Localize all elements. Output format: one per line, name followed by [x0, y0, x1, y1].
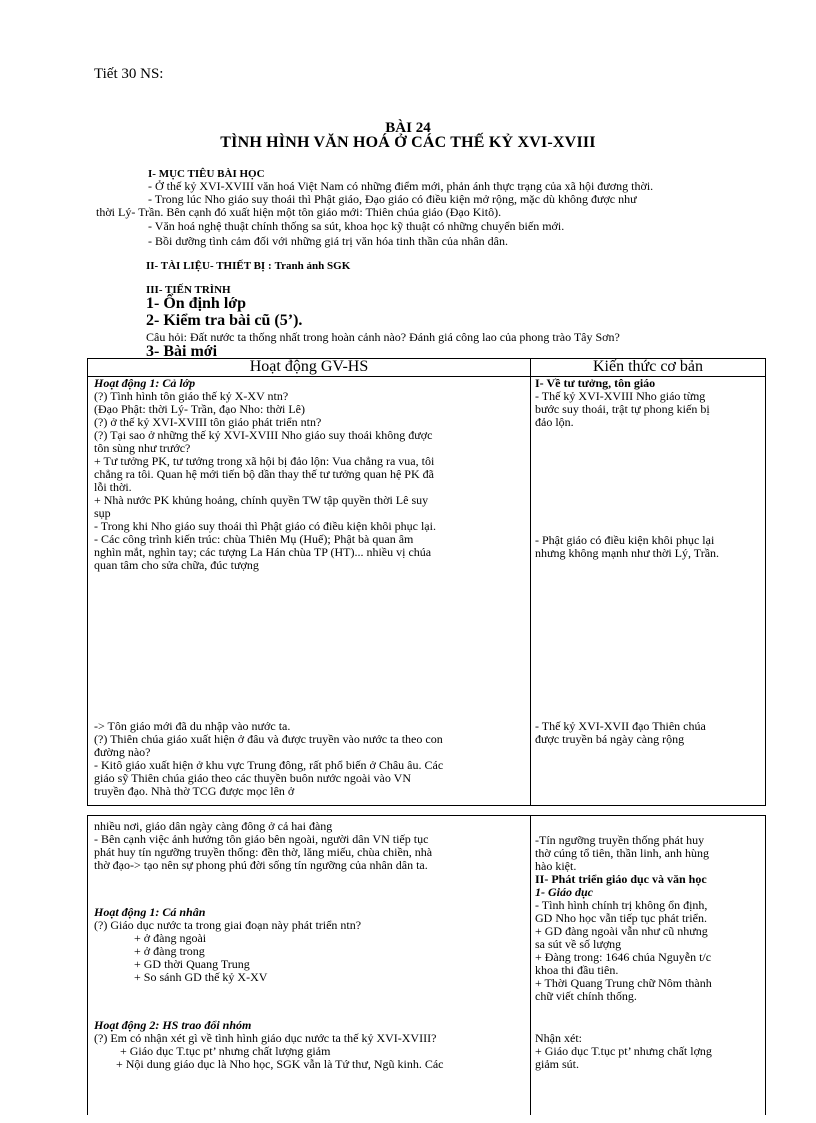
text-line: nghìn mắt, nghìn tay; các tượng La Hán chùa TP (HT)... nhiều vị chúa: [94, 545, 432, 559]
text-line: -Tín ngưỡng truyền thống phát huy: [535, 833, 705, 847]
activities-cell-2: [94, 720, 526, 798]
review-question: Câu hỏi: Đất nước ta thống nhất trong hoàn cảnh nào? Đánh giá công lao của phong trào Tây Sơn?: [146, 330, 620, 344]
text-line: - Bên cạnh việc ảnh hưởng tôn giáo bên ngoài, người dân VN tiếp tục: [94, 832, 429, 846]
text-line: - Phật giáo có điều kiện khôi phục lại: [535, 533, 715, 547]
text-line: truyền đạo. Nhà thờ TCG được mọc lên ở: [94, 784, 295, 798]
text-line: - Trong khi Nho giáo suy thoái thì Phật giáo có điều kiện khôi phục lại.: [94, 519, 436, 533]
text-line: + Giáo dục T.tục pt’ nhưng chất lượng giảm: [120, 1044, 331, 1058]
column-header-knowledge: Kiến thức cơ bản: [593, 358, 703, 375]
text-line: khoa thi đầu tiên.: [535, 963, 619, 977]
text-line: - Thế kỷ XVI-XVIII Nho giáo từng: [535, 389, 706, 403]
activities-cell-1: [94, 377, 526, 572]
text-line: + Đàng trong: 1646 chúa Nguyễn t/c: [535, 950, 712, 964]
materials-row: [146, 259, 350, 273]
objective-line: - Ở thế kỷ XVI-XVIII văn hoá Việt Nam có những điểm mới, phản ánh thực trạng của xã hội đương thời.: [148, 179, 654, 193]
text-line: thờ cúng tổ tiên, thần linh, anh hùng: [535, 846, 709, 860]
knowledge-cell-3: [535, 720, 763, 746]
activities-cell-4: [94, 906, 526, 984]
text-line: sa sút về số lượng: [535, 937, 622, 951]
text-line: + Nhà nước PK khủng hoảng, chính quyền TW tập quyền thời Lê suy: [94, 493, 429, 507]
objective-line: thời Lý- Trần. Bên cạnh đó xuất hiện một tôn giáo mới: Thiên chúa giáo (Đạo Kitô).: [96, 205, 502, 219]
text-line: (?) Tại sao ở những thế kỷ XVI-XVIII Nho giáo suy thoái không được: [94, 428, 433, 442]
text-line: + GD thời Quang Trung: [134, 957, 250, 971]
text-line: - Thế kỷ XVI-XVII đạo Thiên chúa: [535, 719, 706, 733]
column-header-activities: Hoạt động GV-HS: [249, 358, 369, 375]
text-line: nhưng không mạnh như thời Lý, Trần.: [535, 546, 720, 560]
text-line: chữ viết chính thống.: [535, 989, 637, 1003]
text-line: + Tư tưởng PK, tư tưởng trong xã hội bị đảo lộn: Vua chẳng ra vua, tôi: [94, 454, 435, 468]
text-line: thờ đạo-> tạo nên sự phong phú đời sống tín ngưỡng của nhân dân ta.: [94, 858, 428, 872]
step-1: 1- Ổn định lớp: [146, 295, 247, 312]
text-line: + Thời Quang Trung chữ Nôm thành: [535, 976, 712, 990]
procedure-heading: III- TIẾN TRÌNH: [146, 284, 231, 296]
section-heading: II- Phát triển giáo dục và văn học: [535, 872, 707, 886]
lesson-number: BÀI 24: [385, 120, 431, 136]
text-line: - Kitô giáo xuất hiện ở khu vực Trung đông, rất phổ biến ở Châu âu. Các: [94, 758, 444, 772]
knowledge-cell-5: [535, 1032, 763, 1071]
objective-line: - Văn hoá nghệ thuật chính thống sa sút, khoa học kỹ thuật có những chuyển biến mới.: [148, 219, 565, 233]
text-line: nhiều nơi, giáo dân ngày càng đông ở cả hai đàng: [94, 819, 333, 833]
text-line: phát huy tín ngưỡng truyền thống: đền thờ, lăng miếu, chùa chiền, nhà: [94, 845, 433, 859]
text-line: (?) Em có nhận xét gì về tình hình giáo dục nước ta thế kỷ XVI-XVIII?: [94, 1031, 437, 1045]
text-line: lỗi thời.: [94, 480, 132, 494]
activity-title: Hoạt động 2: HS trao đổi nhóm: [94, 1018, 252, 1032]
objectives-heading: I- MỤC TIÊU BÀI HỌC: [148, 168, 265, 180]
step-3: 3- Bài mới: [146, 343, 218, 360]
text-line: quan tâm cho sửa chữa, đúc tượng: [94, 558, 259, 572]
text-line: sụp: [94, 506, 111, 520]
text-line: giáo sỹ Thiên chúa giáo theo các thuyền buôn nước ngoài vào VN: [94, 771, 411, 785]
objective-line: - Bồi dưỡng tình cảm đối với những giá trị văn hóa tinh thần của nhân dân.: [148, 234, 508, 248]
knowledge-cell-4: [535, 834, 763, 1003]
text-line: hào kiệt.: [535, 859, 577, 873]
lesson-title: TÌNH HÌNH VĂN HOÁ Ở CÁC THẾ KỶ XVI-XVIII: [220, 134, 596, 151]
text-line: Nhận xét:: [535, 1031, 582, 1045]
knowledge-cell-2: [535, 534, 763, 560]
text-line: GD Nho học vẫn tiếp tục phát triển.: [535, 911, 707, 925]
text-line: + Giáo dục T.tục pt’ nhưng chất lợng: [535, 1044, 712, 1058]
text-line: đường nào?: [94, 745, 151, 759]
text-line: - Các công trình kiến trúc: chùa Thiên Mụ (Huế); Phật bà quan âm: [94, 532, 414, 546]
text-line: (?) Thiên chúa giáo xuất hiện ở đâu và được truyền vào nước ta theo con: [94, 732, 443, 746]
text-line: được truyền bá ngày càng rộng: [535, 732, 685, 746]
materials-value: Tranh ảnh SGK: [274, 260, 351, 272]
activities-cell-3: [94, 820, 526, 872]
materials-label: II- TÀI LIỆU- THIẾT BỊ :: [146, 260, 272, 272]
text-line: + Nội dung giáo dục là Nho học, SGK vẫn là Tứ thư, Ngũ kinh. Các: [116, 1057, 444, 1071]
text-line: (Đạo Phật: thời Lý- Trần, đạo Nho: thời Lê): [94, 402, 306, 416]
activities-cell-5: [94, 1019, 526, 1071]
text-line: giảm sút.: [535, 1057, 579, 1071]
text-line: - Tình hình chính trị không ổn định,: [535, 898, 708, 912]
text-line: tôn sùng như trước?: [94, 441, 191, 455]
text-line: (?) ở thế kỷ XVI-XVIII tôn giáo phát triển ntn?: [94, 415, 322, 429]
text-line: bước suy thoái, trật tự phong kiến bị: [535, 402, 710, 416]
text-line: đảo lộn.: [535, 415, 574, 429]
page-header: Tiết 30 NS:: [94, 66, 164, 82]
text-line: (?) Giáo dục nước ta trong giai đoạn này phát triển ntn?: [94, 918, 362, 932]
text-line: Hoạt động 1: Cả lớp: [94, 376, 196, 390]
knowledge-cell-1: [535, 377, 763, 429]
objective-line: - Trong lúc Nho giáo suy thoái thì Phật giáo, Đạo giáo có điều kiện mở rộng, mặc dù không được như: [148, 192, 637, 206]
text-line: + GD đàng ngoài vẫn như cũ nhưng: [535, 924, 708, 938]
text-line: (?) Tình hình tôn giáo thế kỷ X-XV ntn?: [94, 389, 289, 403]
text-line: + So sánh GD thế kỷ X-XV: [134, 970, 268, 984]
text-line: chẳng ra tôi. Quan hệ mới tiến bộ dần thay thế tư tưởng quan hệ PK đã: [94, 467, 434, 481]
text-line: + ở đàng trong: [134, 944, 205, 958]
section-heading: I- Về tư tưởng, tôn giáo: [535, 376, 656, 390]
subsection-heading: 1- Giáo dục: [535, 885, 593, 899]
step-2: 2- Kiểm tra bài cũ (5’).: [146, 312, 303, 329]
text-line: + ở đàng ngoài: [134, 931, 207, 945]
text-line: -> Tôn giáo mới đã du nhập vào nước ta.: [94, 719, 291, 733]
activity-title: Hoạt động 1: Cá nhân: [94, 905, 206, 919]
